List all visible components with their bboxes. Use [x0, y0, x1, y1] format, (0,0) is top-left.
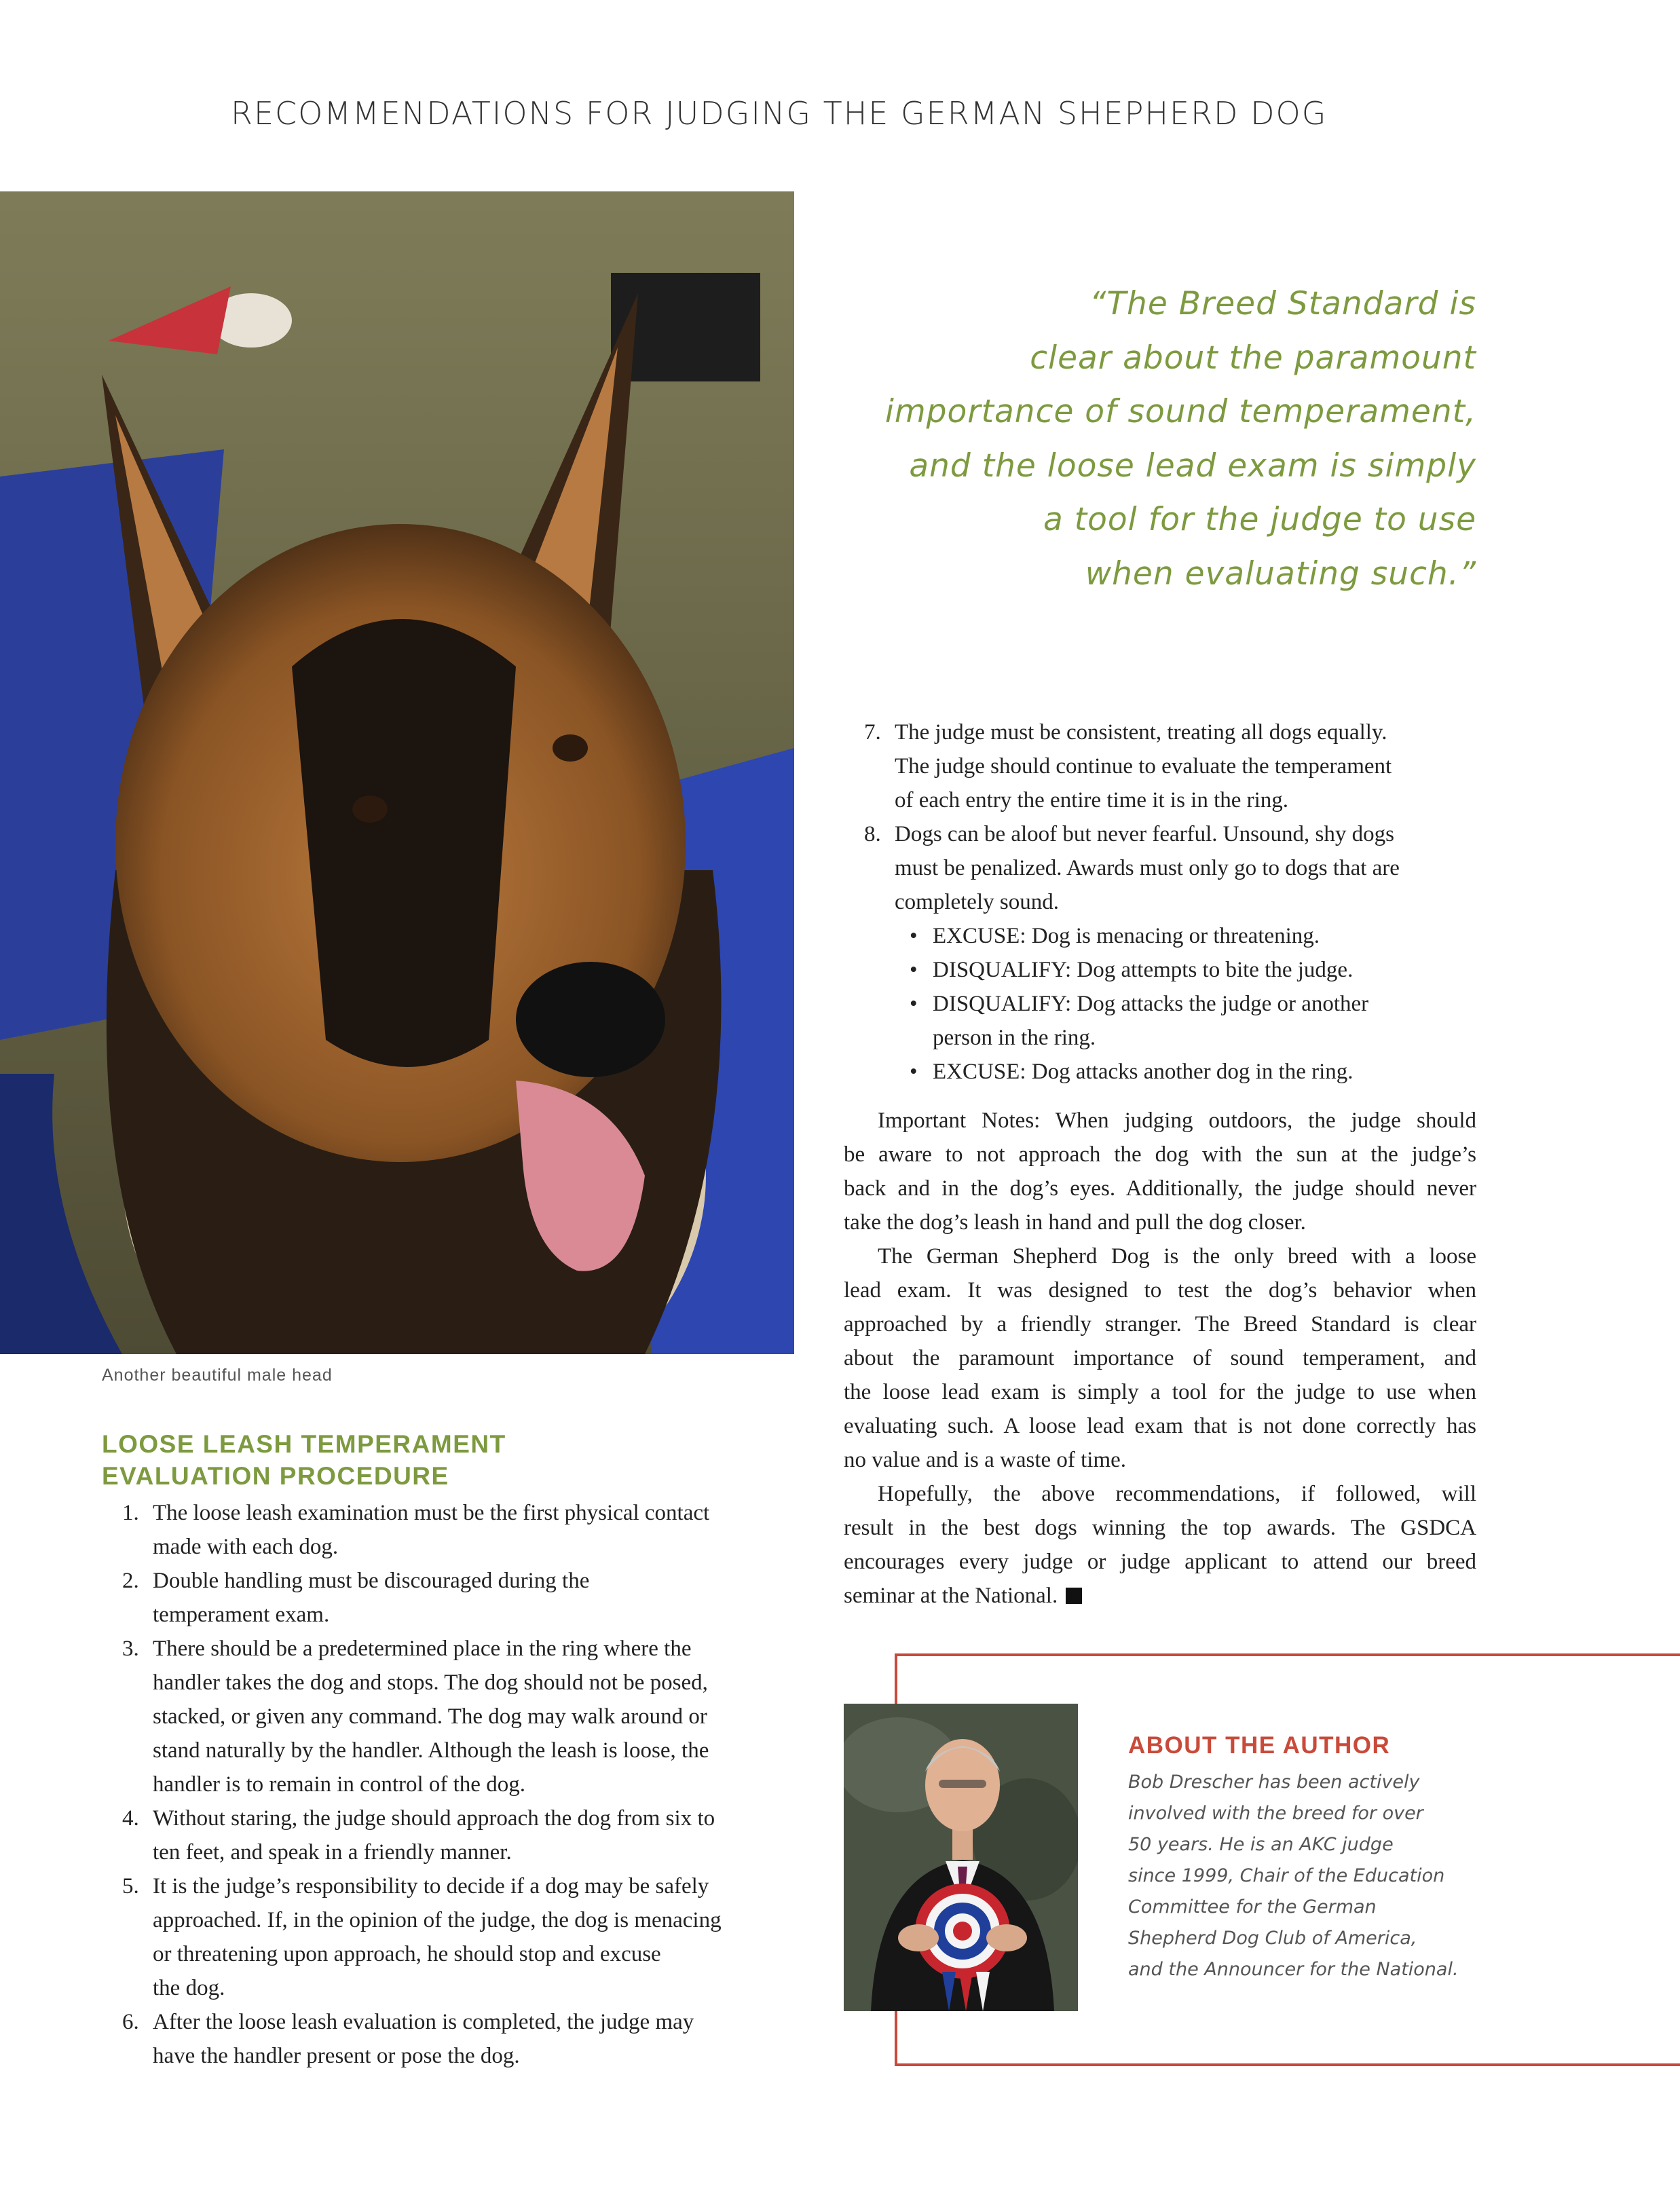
list-line: made with each dog. [153, 1535, 339, 1559]
section-heading-line: EVALUATION PROCEDURE [102, 1462, 449, 1490]
body-line: back and in the dog’s eyes. Additionally, the judge should never [844, 1176, 1476, 1201]
list-item [864, 715, 1478, 817]
list-line: Without staring, the judge should approach the dog from six to [153, 1806, 715, 1831]
body-paragraph [844, 1239, 1476, 1477]
list-item [122, 1496, 798, 1564]
bullet-item [895, 1055, 1478, 1089]
list-line: handler is to remain in control of the dog. [153, 1772, 525, 1797]
bullet-line: person in the ring. [933, 1026, 1096, 1050]
body-line: no value and is a waste of time. [844, 1448, 1127, 1472]
body-line: the loose lead exam is simply a tool for the judge to use when [844, 1380, 1476, 1404]
list-number: 3. [122, 1636, 139, 1661]
bullet-item [895, 953, 1478, 987]
body-line: take the dog’s leash in hand and pull the dog closer. [844, 1210, 1306, 1235]
dog-photo [0, 191, 794, 1354]
bullet-list [895, 919, 1478, 1089]
list-line: approached. If, in the opinion of the judge, the dog is menacing [153, 1908, 722, 1932]
list-line: the dog. [153, 1976, 225, 2000]
list-item [122, 1564, 798, 1632]
pull-quote-line: and the loose lead exam is simply [909, 447, 1476, 485]
body-paragraph [844, 1104, 1476, 1239]
list-line: Dogs can be aloof but never fearful. Unsound, shy dogs [895, 822, 1394, 846]
list-line: of each entry the entire time it is in the ring. [895, 788, 1289, 812]
author-bio-line: and the Announcer for the National. [1128, 1959, 1459, 1980]
body-paragraph [844, 1477, 1476, 1613]
bullet-line: DISQUALIFY: Dog attacks the judge or another [933, 992, 1369, 1016]
body-line: encourages every judge or judge applicant to attend our breed [844, 1550, 1476, 1574]
body-line: about the paramount importance of sound temperament, and [844, 1346, 1476, 1370]
list-line: The loose leash examination must be the first physical contact [153, 1501, 710, 1525]
author-bio-line: 50 years. He is an AKC judge [1128, 1834, 1394, 1855]
author-bio-line: Committee for the German [1128, 1896, 1377, 1917]
section-heading [102, 1428, 713, 1492]
body-line: Important Notes: When judging outdoors, the judge should [878, 1108, 1476, 1133]
pull-quote-line: a tool for the judge to use [1043, 501, 1476, 538]
body-line: The German Shepherd Dog is the only breed with a loose [878, 1244, 1476, 1269]
bullet-dot: • [910, 1060, 918, 1084]
bullet-dot: • [910, 958, 918, 982]
list-line: temperament exam. [153, 1603, 330, 1627]
list-line: have the handler present or pose the dog. [153, 2044, 520, 2068]
pull-quote-line: “The Breed Standard is [1089, 285, 1476, 322]
author-bio-line: Shepherd Dog Club of America, [1128, 1928, 1417, 1949]
list-line: stand naturally by the handler. Although the leash is loose, the [153, 1738, 709, 1763]
list-item [122, 1632, 798, 1801]
end-mark-icon [1066, 1588, 1082, 1604]
list-line: There should be a predetermined place in the ring where the [153, 1636, 692, 1661]
author-heading: ABOUT THE AUTHOR [1128, 1732, 1391, 1759]
body-line: be aware to not approach the dog with the sun at the judge’s [844, 1142, 1476, 1167]
list-number: 1. [122, 1501, 139, 1525]
author-bio-line: Bob Drescher has been actively [1128, 1772, 1420, 1793]
section-heading-line: LOOSE LEASH TEMPERAMENT [102, 1430, 506, 1458]
bullet-dot: • [910, 924, 918, 948]
list-line: handler takes the dog and stops. The dog should not be posed, [153, 1670, 708, 1695]
procedure-list-left [122, 1496, 798, 2073]
list-line: Double handling must be discouraged during the [153, 1569, 590, 1593]
list-line: It is the judge’s responsibility to decide if a dog may be safely [153, 1874, 709, 1898]
pull-quote-line: clear about the paramount [1030, 339, 1476, 377]
author-bio [1128, 1767, 1481, 1985]
author-bio-line: since 1999, Chair of the Education [1128, 1865, 1445, 1886]
list-number: 7. [864, 720, 881, 745]
bullet-line: EXCUSE: Dog attacks another dog in the ring. [933, 1060, 1354, 1084]
list-item [122, 1801, 798, 1869]
author-bio-line: involved with the breed for over [1128, 1803, 1423, 1824]
list-number: 4. [122, 1806, 139, 1831]
body-line: lead exam. It was designed to test the dog’s behavior when [844, 1278, 1476, 1303]
bullet-dot: • [910, 992, 918, 1016]
list-line: or threatening upon approach, he should stop and excuse [153, 1942, 661, 1966]
body-line: evaluating such. A loose lead exam that is not done correctly has [844, 1414, 1476, 1438]
pull-quote [815, 277, 1476, 601]
pull-quote-line: importance of sound temperament, [884, 393, 1476, 430]
pull-quote-line: when evaluating such.” [1085, 555, 1476, 593]
list-number: 2. [122, 1569, 139, 1593]
body-line: approached by a friendly stranger. The Breed Standard is clear [844, 1312, 1476, 1336]
author-photo [844, 1704, 1078, 2011]
list-line: stacked, or given any command. The dog may walk around or [153, 1704, 707, 1729]
body-line: Hopefully, the above recommendations, if followed, will [878, 1482, 1476, 1506]
page-header-title: RECOMMENDATIONS FOR JUDGING THE GERMAN SHEPHERD DOG [231, 95, 1328, 132]
list-item [122, 1869, 798, 2005]
list-number: 5. [122, 1874, 139, 1898]
list-item [122, 2005, 798, 2073]
bullet-line: DISQUALIFY: Dog attempts to bite the judge. [933, 958, 1354, 982]
procedure-list-right [864, 715, 1478, 1089]
bullet-item [895, 919, 1478, 953]
list-line: must be penalized. Awards must only go to dogs that are [895, 856, 1400, 880]
photo-caption: Another beautiful male head [102, 1366, 333, 1385]
list-line: ten feet, and speak in a friendly manner. [153, 1840, 512, 1865]
bullet-line: EXCUSE: Dog is menacing or threatening. [933, 924, 1320, 948]
body-line: result in the best dogs winning the top awards. The GSDCA [844, 1516, 1476, 1540]
list-item [864, 817, 1478, 1089]
list-line: The judge should continue to evaluate the temperament [895, 754, 1392, 779]
list-number: 8. [864, 822, 881, 846]
body-text [844, 1104, 1476, 1613]
body-line [844, 1579, 1476, 1613]
bullet-item [895, 987, 1478, 1055]
list-line: completely sound. [895, 890, 1059, 914]
list-line: The judge must be consistent, treating all dogs equally. [895, 720, 1387, 745]
list-number: 6. [122, 2010, 139, 2034]
body-line-text: seminar at the National. [844, 1584, 1058, 1608]
list-line: After the loose leash evaluation is completed, the judge may [153, 2010, 694, 2034]
